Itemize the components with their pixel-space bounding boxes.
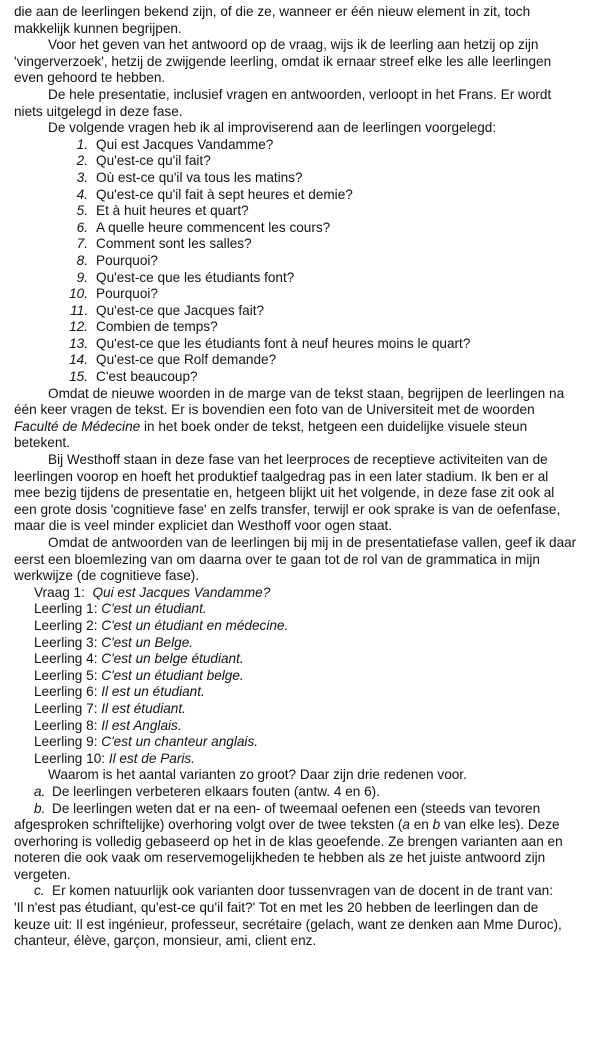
reason-c [14,883,602,949]
answer-line [14,684,602,701]
answer-line [14,668,602,685]
text-span: in het boek onder de tekst, hetgeen een duidelijke visuele steun [140,418,528,434]
text-line: noteren die ook vaak om reservemogelijkheden te hebben als ze het juiste antwoord zijn [14,850,546,866]
question-text: C'est beaucoup? [96,369,198,385]
text-line: Omdat de antwoorden van de leerlingen bij mij in de presentatiefase vallen, geef ik daar [48,535,577,550]
question-item [14,203,602,220]
answer-label: Leerling 3: [34,634,98,650]
text-line: niets uitgelegd in deze fase. [14,103,183,119]
student-answers [14,585,602,768]
answer-text: C'est un étudiant en médecine. [101,617,289,633]
answer-text: Il est un étudiant. [101,684,205,700]
text-line: één keer vragen de tekst. Er is bovendien een foto van de Universiteit met de woorden [14,402,535,418]
paragraph-questions-intro [14,120,602,137]
italic-letter: b [432,817,441,833]
question-text: Comment sont les salles? [96,236,252,252]
answer-label: Leerling 10: [34,750,106,766]
question-number: 9. [76,269,88,285]
answer-text: Il est de Paris. [108,750,195,766]
question-text: Qu'est-ce que les étudiants font? [96,269,295,285]
question-number: 12. [69,319,88,335]
question-number: 2. [76,153,88,169]
paragraph-westhoff [14,452,602,535]
text-line: werkwijze (de cognitieve fase). [14,568,200,584]
text-line [14,817,602,834]
reason-text: De leerlingen verbeteren elkaars fouten (antw. 4 en 6). [52,783,380,799]
question-item [14,303,602,320]
question-text: Où est-ce qu'il va tous les matins? [96,169,303,185]
question-item [14,319,602,336]
answer-line [14,734,602,751]
text-line: een grote dosis 'cognitieve fase' en zelfs transfer, terwijl er ook sprake is van de oefenfase, [14,501,561,517]
question-item [14,253,602,270]
question-item [14,220,602,237]
reason-text: De leerlingen weten dat er na een- of tweemaal oefenen een (steeds van tevoren [52,800,541,816]
reason-a [14,784,602,801]
text-line: De hele presentatie, inclusief vragen en antwoorden, verloopt in het Frans. Er wordt [48,86,552,102]
question-text: Et à huit heures et quart? [96,203,249,219]
answer-text: C'est un Belge. [101,634,194,650]
question-item [14,369,602,386]
question-number: 14. [69,352,88,368]
text-line: makkelijk kunnen begrijpen. [14,20,182,36]
paragraph-why: Waarom is het aantal varianten zo groot? Daar zijn drie redenen voor. [48,767,467,783]
reason-b [14,801,602,884]
text-line: vergeten. [14,866,71,882]
answer-label: Leerling 1: [34,601,98,617]
answer-label: Leerling 7: [34,700,98,716]
text-line: even gehoord te hebben. [14,70,166,86]
answer-text: C'est un belge étudiant. [101,651,244,667]
reason-letter: a. [34,783,46,799]
text-line: maar die is veel minder expliciet dan Westhoff voor ogen staat. [14,518,393,534]
paragraph-intro-continued [14,4,602,37]
text-line: keuze uit: Il est ingénieur, professeur, secrétaire (gelach, want ze denken aan Mme Duroc), [14,916,562,932]
answer-text: C'est un étudiant. [101,601,207,617]
text-line: 'vingerverzoek', hetzij de zwijgende leerling, omdat ik ernaar streef elke les alle leerlingen [14,53,552,69]
text-line: Bij Westhoff staan in deze fase van het leerproces de receptieve activiteiten van de [48,452,548,468]
answer-label: Leerling 6: [34,684,98,700]
answer-label: Leerling 9: [34,734,98,750]
question-text: Qu'est-ce que Jacques fait? [96,302,265,318]
question-number: 15. [69,369,88,385]
question-item [14,187,602,204]
text-line: leerlingen voorop en hoeft het produktief taalgedrag pas in een later stadium. Ik ben er al [14,468,549,484]
question-text: Qu'est-ce qu'il fait à sept heures et demie? [96,186,353,202]
text-span: en [409,817,433,833]
question-text: Pourquoi? [96,252,158,268]
question-item [14,236,602,253]
question-item [14,286,602,303]
text-span: van elke les). Deze [440,817,560,833]
italic-phrase: Faculté de Médecine [14,418,141,434]
answer-text: C'est un étudiant belge. [101,667,244,683]
paragraph-new-words [14,386,602,452]
answer-text: C'est un chanteur anglais. [101,734,259,750]
question-number: 10. [69,286,88,302]
question-text: Qu'est-ce que Rolf demande? [96,352,277,368]
answer-text: Il est Anglais. [101,717,182,733]
question-number: 7. [76,236,88,252]
question-item [14,270,602,287]
question-text: A quelle heure commencent les cours? [96,219,331,235]
paragraph-presentation-french [14,87,602,120]
question-item [14,170,602,187]
text-line: die aan de leerlingen bekend zijn, of die ze, wanneer er één nieuw element in zit, toch [14,4,531,19]
reason-first-line [14,883,602,900]
text-line: Voor het geven van het antwoord op de vraag, wijs ik de leerling aan hetzij op zijn [48,37,539,53]
answer-label: Leerling 5: [34,667,98,683]
question-text: Pourquoi? [96,286,158,302]
text-line: betekent. [14,435,70,451]
answer-line [14,751,602,768]
text-line: chanteur, élève, garçon, monsieur, ami, client enz. [14,933,317,949]
paragraph-answers-anthology [14,535,602,585]
reason-first-line [14,801,602,818]
answer-line [14,601,602,618]
question-list [14,137,602,386]
question-number: 11. [70,302,88,318]
answer-label: Leerling 8: [34,717,98,733]
question-item [14,352,602,369]
text-line: 'Il n'est pas étudiant, qu'est-ce qu'il fait?' Tot en met les 20 hebben de leerlingen dan de [14,900,539,916]
question-number: 8. [76,252,88,268]
text-line: De volgende vragen heb ik al improviserend aan de leerlingen voorgelegd: [48,120,497,136]
reason-text: Er komen natuurlijk ook varianten door tussenvragen van de docent in de trant van: [52,883,554,899]
text-line: overhoring is volledig gebaseerd op het in de klas geoefende. Ze brengen varianten aan en [14,833,563,849]
question-item [14,153,602,170]
italic-letter: a [402,817,410,833]
text-line: mee bezig tijdens de presentatie en, hetgeen blijkt uit het volgende, in deze fase zit ook al [14,485,555,501]
question-label: Vraag 1: [34,584,85,600]
question-text: Qui est Jacques Vandamme? [96,136,274,152]
question-number: 4. [76,186,88,202]
answer-line [14,651,602,668]
reason-letter: c. [34,883,45,899]
question-text: Combien de temps? [96,319,218,335]
question-text: Qu'est-ce qu'il fait? [96,153,211,169]
paragraph-answer-method [14,37,602,87]
answer-line [14,618,602,635]
question-number: 3. [76,169,88,185]
question-number: 6. [76,219,88,235]
answer-label: Leerling 2: [34,617,98,633]
answer-line [14,701,602,718]
text-line: eerst een bloemlezing van om daarna over te gaan tot de rol van de grammatica in mijn [14,551,540,567]
question-text: Qui est Jacques Vandamme? [92,584,271,600]
text-line [14,419,602,436]
question-line [14,585,602,602]
text-span: afgesproken schriftelijke) overhoring volgt over de twee teksten ( [14,817,403,833]
answer-line [14,635,602,652]
question-item [14,137,602,154]
question-number: 1. [76,136,88,152]
question-item [14,336,602,353]
text-line: Omdat de nieuwe woorden in de marge van de tekst staan, begrijpen de leerlingen na [48,385,565,401]
question-number: 13. [69,335,88,351]
question-number: 5. [76,203,88,219]
answer-text: Il est étudiant. [101,700,186,716]
question-text: Qu'est-ce que les étudiants font à neuf heures moins le quart? [96,335,471,351]
answer-label: Leerling 4: [34,651,98,667]
answer-line [14,718,602,735]
reason-letter: b. [34,800,46,816]
